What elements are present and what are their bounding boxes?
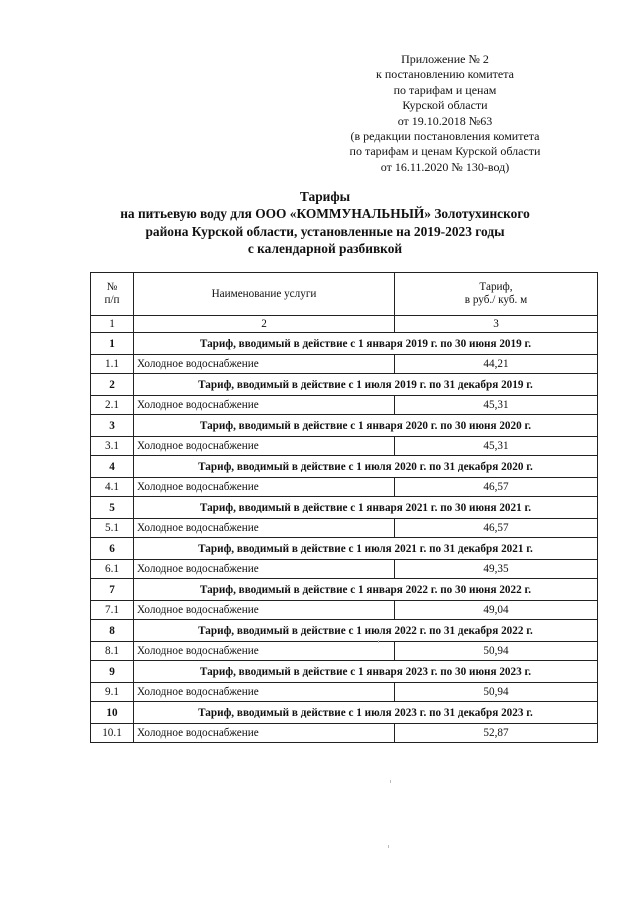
tariff-value: 52,87 bbox=[395, 724, 598, 743]
tariff-value: 44,21 bbox=[395, 355, 598, 374]
period-label: Тариф, вводимый в действие с 1 января 2022 г. по 30 июня 2022 г. bbox=[134, 579, 598, 601]
period-label: Тариф, вводимый в действие с 1 января 2023 г. по 30 июня 2023 г. bbox=[134, 661, 598, 683]
period-number: 9 bbox=[91, 661, 134, 683]
title-line: на питьевую воду для ООО «КОММУНАЛЬНЫЙ» Золотухинского bbox=[120, 206, 530, 222]
header-no bbox=[91, 273, 134, 316]
service-name: Холодное водоснабжение bbox=[134, 478, 395, 497]
header-service: Наименование услуги bbox=[134, 273, 395, 316]
period-row bbox=[91, 415, 598, 437]
service-name: Холодное водоснабжение bbox=[134, 519, 395, 538]
tariff-value: 50,94 bbox=[395, 683, 598, 702]
period-number: 4 bbox=[91, 456, 134, 478]
appendix-line: по тарифам и ценам bbox=[393, 82, 497, 97]
table-row bbox=[91, 683, 598, 702]
period-row bbox=[91, 333, 598, 355]
scan-speck bbox=[388, 845, 389, 848]
header-no-line: п/п bbox=[104, 294, 120, 306]
period-label: Тариф, вводимый в действие с 1 июля 2020 г. по 31 декабря 2020 г. bbox=[134, 456, 598, 478]
table-header-row bbox=[91, 273, 598, 316]
service-name: Холодное водоснабжение bbox=[134, 560, 395, 579]
period-number: 6 bbox=[91, 538, 134, 560]
service-name: Холодное водоснабжение bbox=[134, 724, 395, 743]
service-name: Холодное водоснабжение bbox=[134, 437, 395, 456]
title-line: района Курской области, установленные на 2019-2023 годы bbox=[145, 223, 505, 239]
period-label: Тариф, вводимый в действие с 1 января 2020 г. по 30 июня 2020 г. bbox=[134, 415, 598, 437]
document-title bbox=[60, 188, 590, 258]
period-row bbox=[91, 702, 598, 724]
appendix-line: от 16.11.2020 № 130-вод) bbox=[380, 159, 510, 174]
column-number: 1 bbox=[91, 316, 134, 333]
period-row bbox=[91, 661, 598, 683]
tariff-value: 46,57 bbox=[395, 519, 598, 538]
column-number: 2 bbox=[134, 316, 395, 333]
item-number: 1.1 bbox=[91, 355, 134, 374]
item-number: 3.1 bbox=[91, 437, 134, 456]
table-row bbox=[91, 478, 598, 497]
period-label: Тариф, вводимый в действие с 1 января 2019 г. по 30 июня 2019 г. bbox=[134, 333, 598, 355]
service-name: Холодное водоснабжение bbox=[134, 642, 395, 661]
scan-speck bbox=[390, 780, 391, 783]
appendix-header bbox=[330, 52, 560, 175]
tariff-value: 45,31 bbox=[395, 396, 598, 415]
table-row bbox=[91, 437, 598, 456]
tariff-value: 50,94 bbox=[395, 642, 598, 661]
period-label: Тариф, вводимый в действие с 1 июля 2021 г. по 31 декабря 2021 г. bbox=[134, 538, 598, 560]
period-number: 7 bbox=[91, 579, 134, 601]
tariff-table bbox=[90, 272, 598, 743]
period-number: 10 bbox=[91, 702, 134, 724]
column-number-row bbox=[91, 316, 598, 333]
period-row bbox=[91, 620, 598, 642]
period-row bbox=[91, 374, 598, 396]
period-number: 8 bbox=[91, 620, 134, 642]
table-row bbox=[91, 724, 598, 743]
period-row bbox=[91, 456, 598, 478]
tariff-value: 46,57 bbox=[395, 478, 598, 497]
period-row bbox=[91, 579, 598, 601]
item-number: 8.1 bbox=[91, 642, 134, 661]
title-line: с календарной разбивкой bbox=[247, 241, 403, 257]
period-label: Тариф, вводимый в действие с 1 июля 2019 г. по 31 декабря 2019 г. bbox=[134, 374, 598, 396]
header-tariff bbox=[395, 273, 598, 316]
table-row bbox=[91, 355, 598, 374]
tariff-value: 49,35 bbox=[395, 560, 598, 579]
scan-speck bbox=[378, 640, 379, 643]
item-number: 5.1 bbox=[91, 519, 134, 538]
header-no-line: № bbox=[106, 281, 118, 293]
service-name: Холодное водоснабжение bbox=[134, 683, 395, 702]
period-number: 5 bbox=[91, 497, 134, 519]
period-number: 3 bbox=[91, 415, 134, 437]
period-label: Тариф, вводимый в действие с 1 июля 2022 г. по 31 декабря 2022 г. bbox=[134, 620, 598, 642]
header-tariff-line: Тариф, bbox=[479, 281, 513, 293]
appendix-line: Приложение № 2 bbox=[401, 52, 489, 66]
service-name: Холодное водоснабжение bbox=[134, 396, 395, 415]
appendix-line: к постановлению комитета bbox=[376, 67, 514, 82]
appendix-line: по тарифам и ценам Курской области bbox=[349, 144, 541, 159]
period-label: Тариф, вводимый в действие с 1 января 2021 г. по 30 июня 2021 г. bbox=[134, 497, 598, 519]
table-row bbox=[91, 601, 598, 620]
period-number: 1 bbox=[91, 333, 134, 355]
column-number: 3 bbox=[395, 316, 598, 333]
tariff-value: 49,04 bbox=[395, 601, 598, 620]
tariff-value: 45,31 bbox=[395, 437, 598, 456]
item-number: 7.1 bbox=[91, 601, 134, 620]
period-row bbox=[91, 538, 598, 560]
item-number: 10.1 bbox=[91, 724, 134, 743]
appendix-line: от 19.10.2018 №63 bbox=[397, 113, 493, 128]
title-line: Тарифы bbox=[299, 189, 351, 204]
period-label: Тариф, вводимый в действие с 1 июля 2023 г. по 31 декабря 2023 г. bbox=[134, 702, 598, 724]
header-tariff-line: в руб./ куб. м bbox=[464, 294, 528, 306]
period-row bbox=[91, 497, 598, 519]
table-row bbox=[91, 642, 598, 661]
appendix-line: (в редакции постановления комитета bbox=[350, 129, 540, 144]
item-number: 4.1 bbox=[91, 478, 134, 497]
table-row bbox=[91, 396, 598, 415]
service-name: Холодное водоснабжение bbox=[134, 601, 395, 620]
period-number: 2 bbox=[91, 374, 134, 396]
appendix-line: Курской области bbox=[402, 98, 488, 113]
table-row bbox=[91, 519, 598, 538]
service-name: Холодное водоснабжение bbox=[134, 355, 395, 374]
item-number: 2.1 bbox=[91, 396, 134, 415]
item-number: 9.1 bbox=[91, 683, 134, 702]
item-number: 6.1 bbox=[91, 560, 134, 579]
table-row bbox=[91, 560, 598, 579]
